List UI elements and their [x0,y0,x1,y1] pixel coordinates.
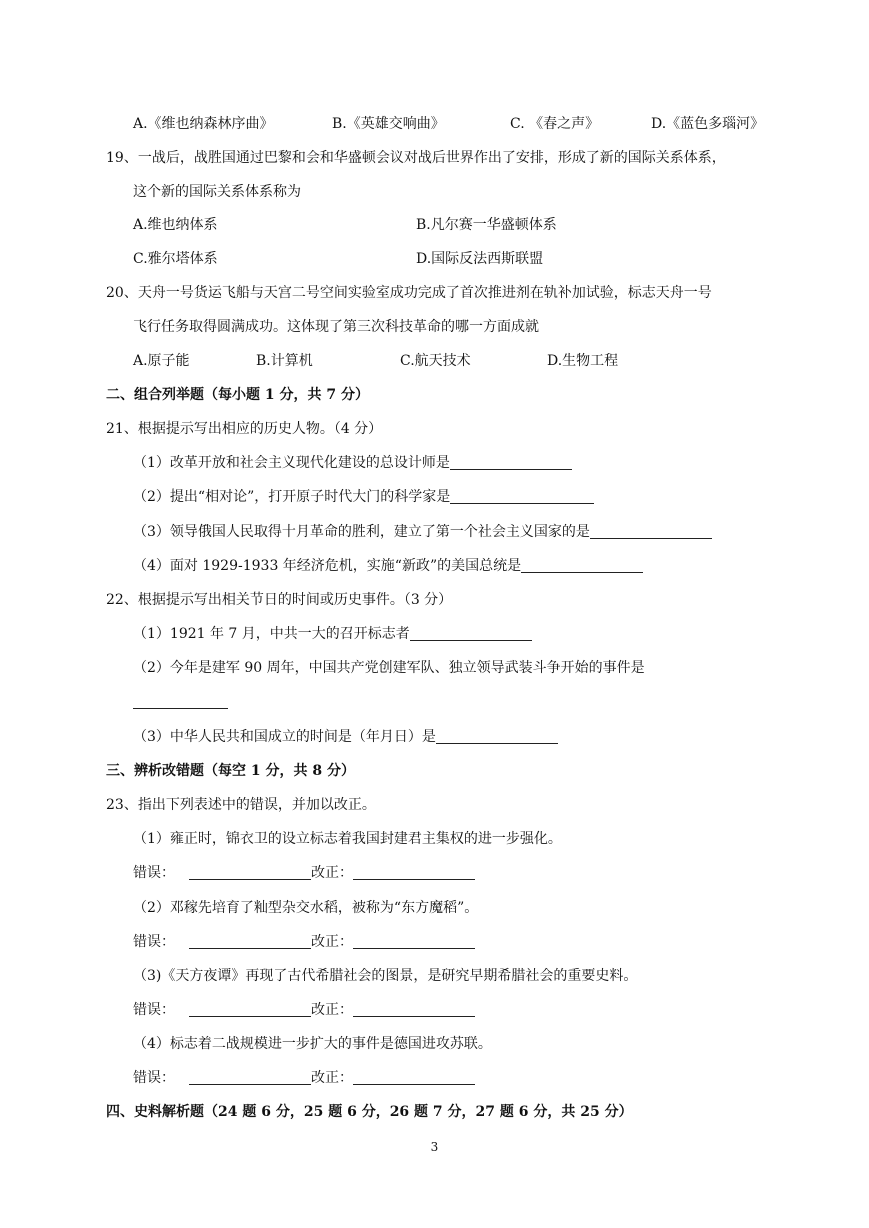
correction-label: 改正： [311,865,353,881]
q23-item-3: （3)《天方夜谭》再现了古代希腊社会的图景，是研究早期希腊社会的重要史料。 [133,968,638,984]
q20-stem-line1: 20、天舟一号货运飞船与天宫二号空间实验室成功完成了首次推进剂在轨补加试验，标志天舟一号 [106,285,712,301]
answer-blank[interactable] [410,626,532,641]
section4-heading: 四、史料解析题（24 题 6 分，25 题 6 分，26 题 7 分，27 题 6 分，共 25 分） [106,1104,633,1120]
error-blank[interactable] [189,1002,311,1017]
q20-option-d: D.生物工程 [547,353,619,369]
q23-item-1: （1）雍正时，锦衣卫的设立标志着我国封建君主集权的进一步强化。 [133,831,562,847]
q22-item-1 [133,625,532,643]
error-label: 错误： [133,865,175,881]
q21-stem: 21、根据提示写出相应的历史人物。（4 分） [106,421,383,437]
error-label: 错误： [133,934,175,950]
q22-item-2-blank-line [133,693,228,711]
answer-blank[interactable] [133,694,228,709]
q23-answer-row-4 [133,1069,475,1087]
q23-answer-row-1 [133,864,475,882]
correction-blank[interactable] [353,865,475,880]
q21-item-1-text: （1）改革开放和社会主义现代化建设的总设计师是 [133,455,450,471]
q23-answer-row-2 [133,933,475,951]
correction-blank[interactable] [353,1002,475,1017]
answer-blank[interactable] [450,455,572,470]
section2-heading: 二、组合列举题（每小题 1 分，共 7 分） [106,387,369,403]
q19-option-b: B.凡尔赛一华盛顿体系 [416,217,557,233]
correction-label: 改正： [311,1070,353,1086]
q22-item-3-text: （3）中华人民共和国成立的时间是（年月日）是 [133,729,436,745]
error-blank[interactable] [189,934,311,949]
section3-heading: 三、辨析改错题（每空 1 分，共 8 分） [106,763,355,779]
q22-item-1-text: （1）1921 年 7 月，中共一大的召开标志者 [133,626,410,642]
q23-item-4: （4）标志着二战规模进一步扩大的事件是德国进攻苏联。 [133,1036,492,1052]
q19-option-d: D.国际反法西斯联盟 [416,251,544,267]
page-number: 3 [430,1140,439,1154]
error-label: 错误： [133,1070,175,1086]
q21-item-4-text: （4）面对 1929-1933 年经济危机，实施“新政”的美国总统是 [133,558,522,574]
q20-option-b: B.计算机 [256,353,313,369]
error-blank[interactable] [189,1070,311,1085]
q18-option-c: C. 《春之声》 [510,116,600,132]
answer-blank[interactable] [450,489,594,504]
q21-item-3-text: （3）领导俄国人民取得十月革命的胜利，建立了第一个社会主义国家的是 [133,524,590,540]
q21-item-2 [133,488,594,506]
q23-item-2: （2）邓稼先培育了籼型杂交水稻，被称为“东方魔稻”。 [133,900,479,916]
q21-item-2-text: （2）提出“相对论”，打开原子时代大门的科学家是 [133,489,451,505]
correction-blank[interactable] [353,1070,475,1085]
q23-answer-row-3 [133,1001,475,1019]
q19-option-c: C.雅尔塔体系 [133,251,218,267]
correction-blank[interactable] [353,934,475,949]
q20-stem-line2: 飞行任务取得圆满成功。这体现了第三次科技革命的哪一方面成就 [133,319,539,335]
q18-option-a: A.《维也纳森林序曲》 [133,116,274,132]
q23-stem: 23、指出下列表述中的错误，并加以改正。 [106,797,376,813]
answer-blank[interactable] [521,558,643,573]
q19-stem-line2: 这个新的国际关系体系称为 [133,184,301,200]
q19-option-a: A.维也纳体系 [133,217,218,233]
q18-option-d: D.《蓝色多瑙河》 [651,116,765,132]
error-label: 错误： [133,1002,175,1018]
q22-item-3 [133,728,558,746]
q21-item-1 [133,454,572,472]
q22-stem: 22、根据提示写出相关节日的时间或历史事件。（3 分） [106,592,453,608]
q21-item-3 [133,523,712,541]
answer-blank[interactable] [436,729,558,744]
q20-option-a: A.原子能 [133,353,190,369]
q21-item-4 [133,557,643,575]
q22-item-2: （2）今年是建军 90 周年，中国共产党创建军队、独立领导武装斗争开始的事件是 [133,660,645,676]
correction-label: 改正： [311,934,353,950]
answer-blank[interactable] [590,524,712,539]
q19-stem-line1: 19、一战后，战胜国通过巴黎和会和华盛顿会议对战后世界作出了安排，形成了新的国际关系体系， [106,150,726,166]
correction-label: 改正： [311,1002,353,1018]
q18-option-b: B.《英雄交响曲》 [332,116,445,132]
q20-option-c: C.航天技术 [400,353,471,369]
error-blank[interactable] [189,865,311,880]
